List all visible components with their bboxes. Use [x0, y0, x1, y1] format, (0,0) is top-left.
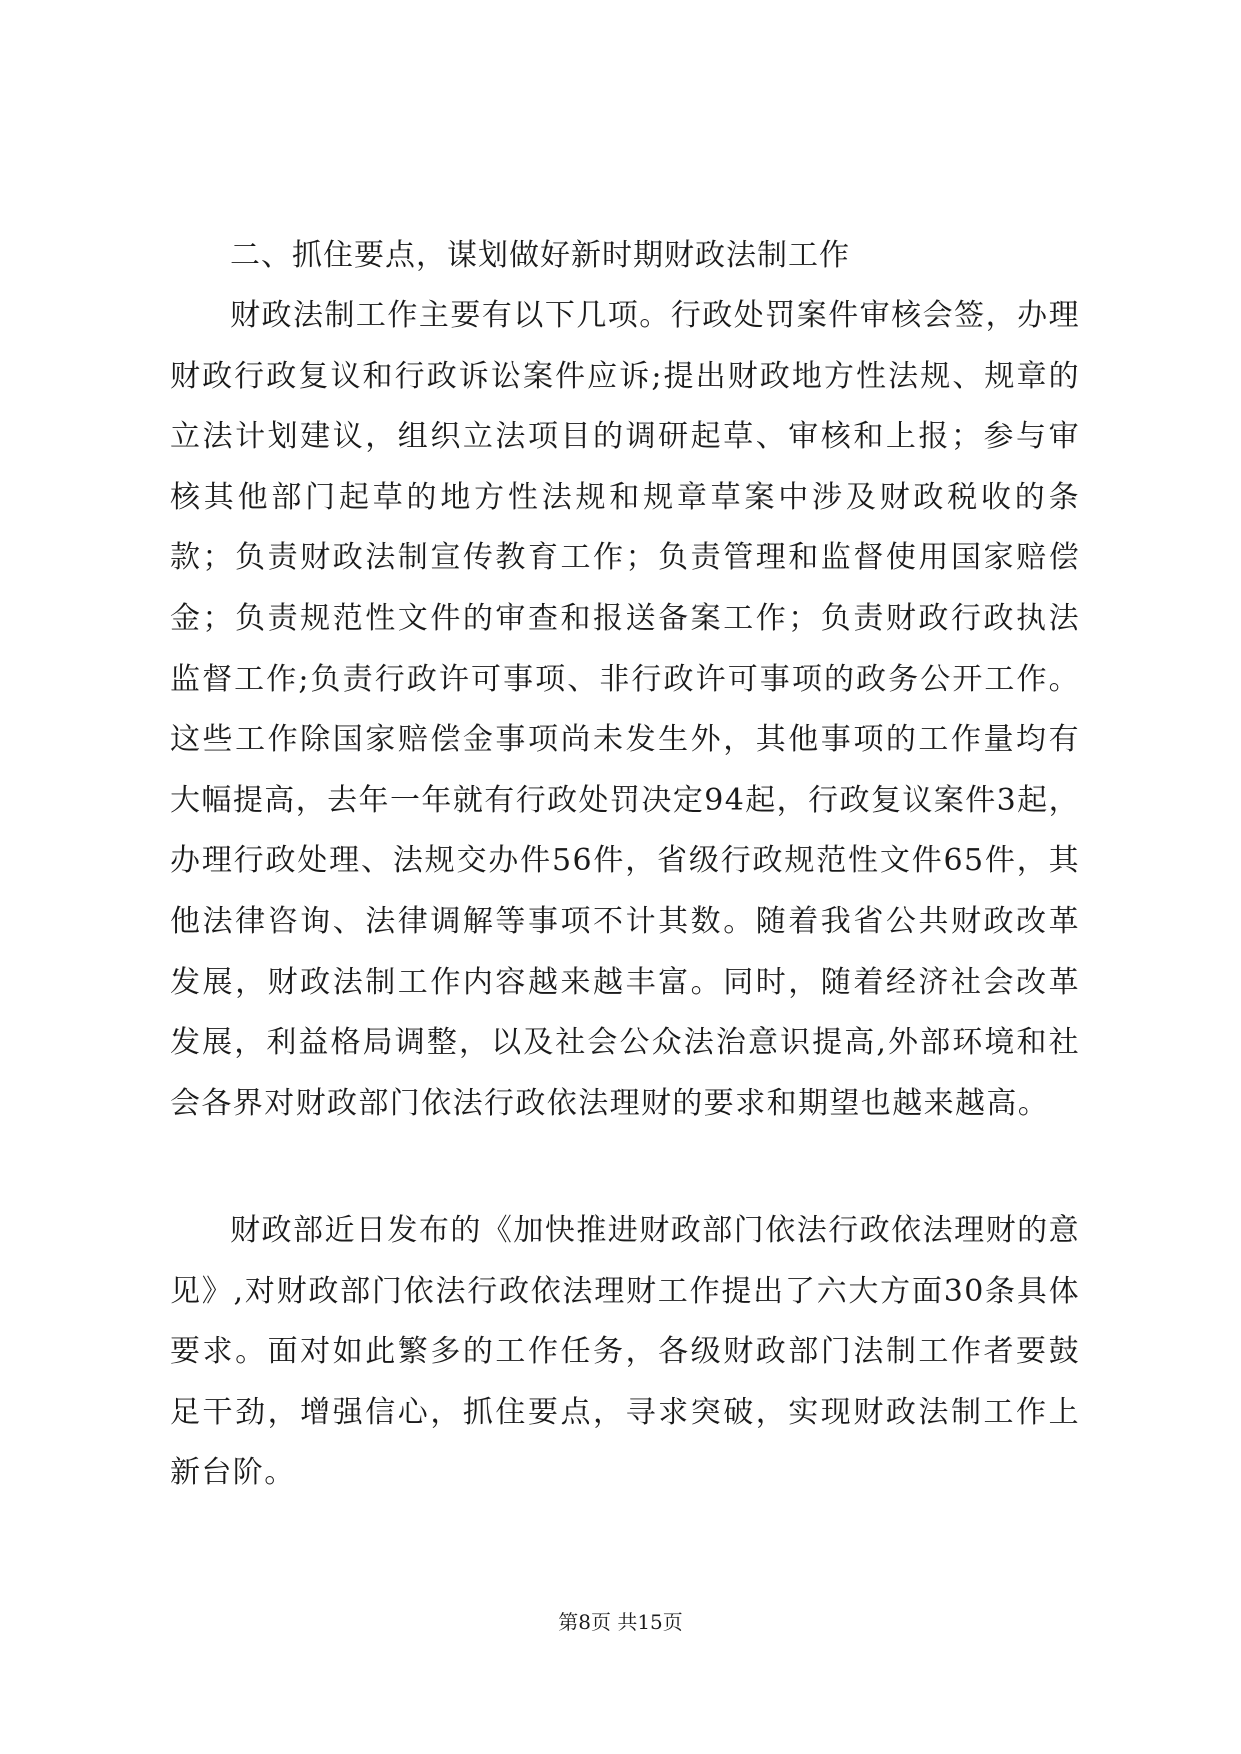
page-number-label: 第8页 共15页 — [558, 1610, 683, 1634]
section-heading: 二、抓住要点，谋划做好新时期财政法制工作 — [230, 238, 850, 273]
body-paragraph: 财政法制工作主要有以下几项。行政处罚案件审核会签，办理财政行政复议和行政诉讼案件应诉;提出财政地方性法规、规章的立法计划建议，组织立法项目的调研起草、审核和上报；参与审核其他部门起草的地方性法规和规章草案中涉及财政税收的条款；负责财政法制宣传教育工作；负责管理和监督使用国家赔偿金；负责规范性文件的审查和报送备案工作；负责财政行政执法监督工作;负责行政许可事项、非行政许可事项的政务公开工作。这些工作除国家赔偿金事项尚未发生外，其他事项的工作量均有大幅提高，去年一年就有行政处罚决定94起，行政复议案件3起，办理行政处理、法规交办件56件，省级行政规范性文件65件，其他法律咨询、法律调解等事项不计其数。随着我省公共财政改革发展，财政法制工作内容越来越丰富。同时，随着经济社会改革发展，利益格局调整，以及社会公众法治意识提高,外部环境和社会各界对财政部门依法行政依法理财的要求和期望也越来越高。 — [170, 298, 1080, 1121]
page-footer — [0, 1607, 1241, 1637]
body-paragraph: 财政部近日发布的《加快推进财政部门依法行政依法理财的意见》,对财政部门依法行政依法理财工作提出了六大方面30条具体要求。面对如此繁多的工作任务，各级财政部门法制工作者要鼓足干劲，增强信心，抓住要点，寻求突破，实现财政法制工作上新台阶。 — [170, 1213, 1080, 1491]
document-body — [170, 226, 1080, 1506]
